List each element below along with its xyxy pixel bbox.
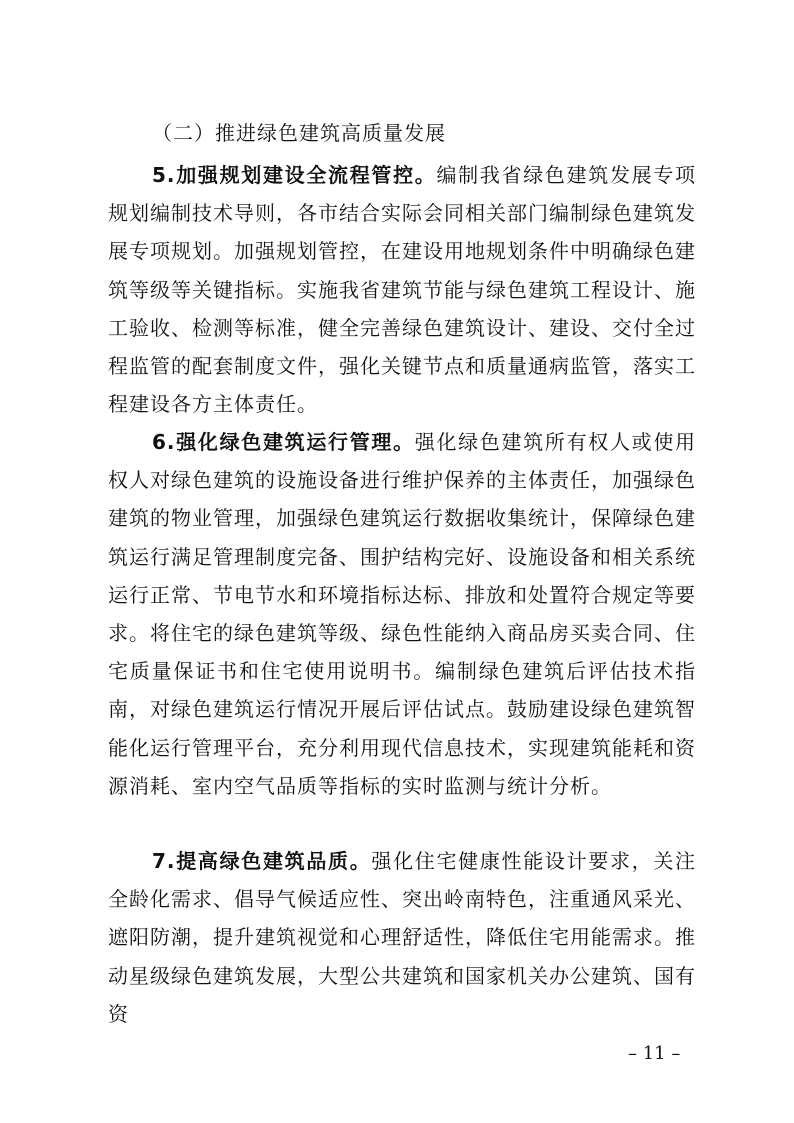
paragraph-5-body: 编制我省绿色建筑发展专项规划编制技术导则，各市结合实际会同相关部门编制绿色建筑发展专项规划。加强规划管控，在建设用地规划条件中明确绿色建筑等级等关键指标。实施我省建筑节能与绿色建筑工程设计、施工验收、检测等标准，健全完善绿色建筑设计、建设、交付全过程监管的配套制度文件，强化关键节点和质量通病监管，落实工程建设各方主体责任。 [108, 163, 697, 417]
paragraph-6-lead: 6.强化绿色建筑运行管理。 [152, 430, 415, 454]
paragraph-7 [108, 842, 696, 1033]
paragraph-6 [108, 423, 696, 805]
paragraph-5-lead: 5.加强规划建设全流程管控。 [152, 163, 437, 187]
paragraph-5 [108, 156, 696, 423]
page-number: – 11 – [628, 1043, 681, 1064]
paragraph-7-lead: 7.提高绿色建筑品质。 [152, 849, 372, 873]
section-subheading: （二）推进绿色建筑高质量发展 [152, 121, 446, 145]
paragraph-7-body: 强化住宅健康性能设计要求，关注全龄化需求、倡导气候适应性、突出岭南特色，注重通风采光、遮阳防潮，提升建筑视觉和心理舒适性，降低住宅用能需求。推动星级绿色建筑发展，大型公共建筑和国家机关办公建筑、国有资 [108, 849, 697, 1026]
paragraph-6-body: 强化绿色建筑所有权人或使用权人对绿色建筑的设施设备进行维护保养的主体责任，加强绿色建筑的物业管理，加强绿色建筑运行数据收集统计，保障绿色建筑运行满足管理制度完备、围护结构完好、设施设备和相关系统运行正常、节电节水和环境指标达标、排放和处置符合规定等要求。将住宅的绿色建筑等级、绿色性能纳入商品房买卖合同、住宅质量保证书和住宅使用说明书。编制绿色建筑后评估技术指南，对绿色建筑运行情况开展后评估试点。鼓励建设绿色建筑智能化运行管理平台，充分利用现代信息技术，实现建筑能耗和资源消耗、室内空气品质等指标的实时监测与统计分析。 [108, 430, 697, 798]
